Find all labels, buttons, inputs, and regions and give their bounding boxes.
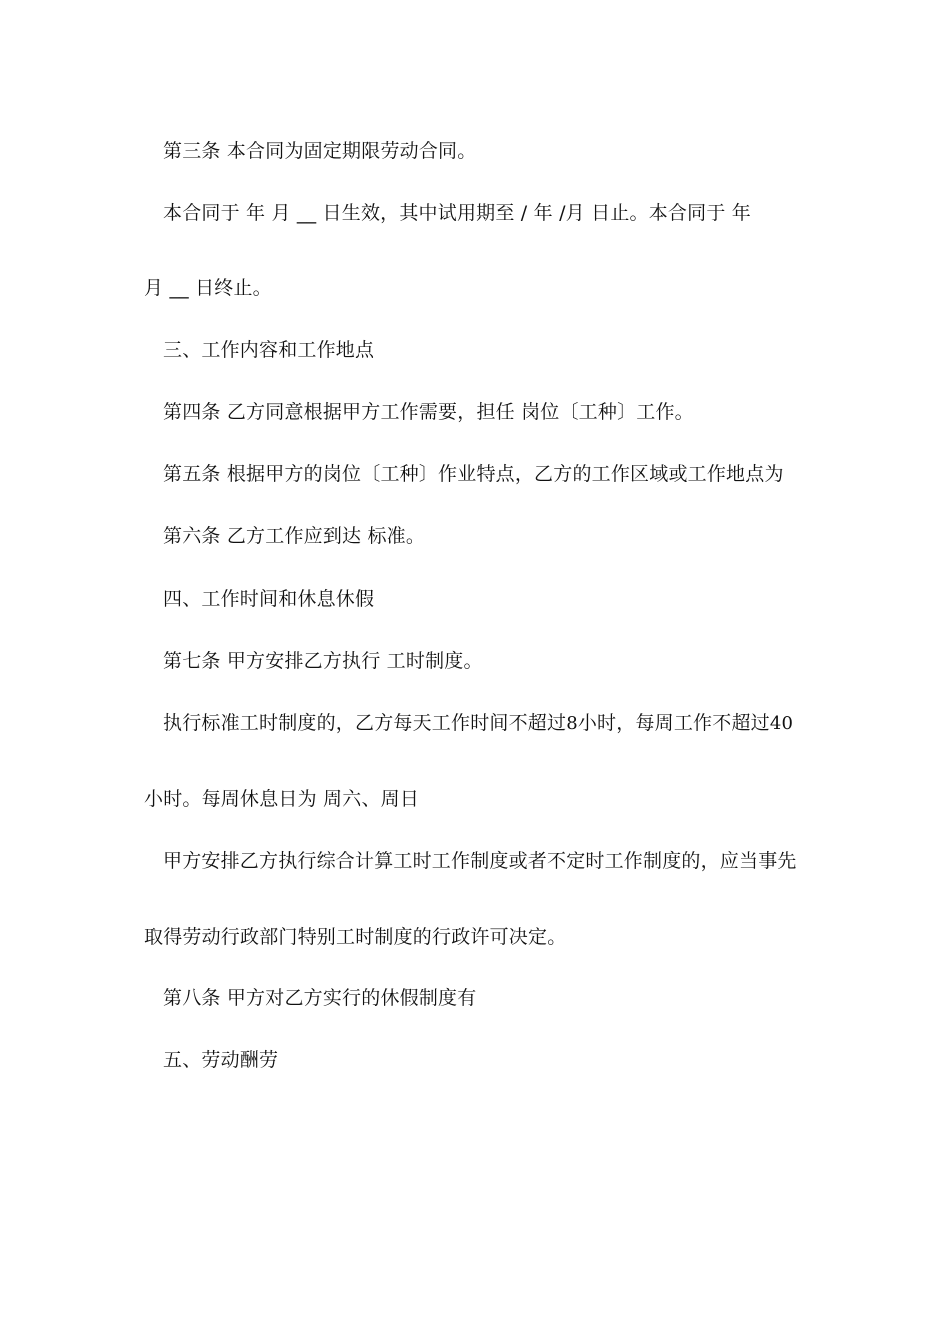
rest-days-line: 小时。每周休息日为 周六、周日 (144, 788, 420, 810)
weekly-hours-number: 40 (769, 713, 794, 734)
section-4-heading: 四、工作时间和休息休假 (163, 588, 375, 610)
standard-hours-text-b: 小时，每周工作不超过 (577, 712, 770, 734)
standard-hours-line (163, 711, 793, 736)
special-hours-cont-line: 取得劳动行政部门特别工时制度的行政许可决定。 (144, 926, 567, 948)
article-4-line: 第四条 乙方同意根据甲方工作需要，担任 岗位〔工种〕工作。 (163, 401, 694, 423)
article-6-line: 第六条 乙方工作应到达 标准。 (163, 525, 426, 547)
daily-hours-number: 8 (566, 713, 578, 734)
article-8-line: 第八条 甲方对乙方实行的休假制度有 (163, 987, 477, 1009)
article-5-line: 第五条 根据甲方的岗位〔工种〕作业特点，乙方的工作区域或工作地点为 (163, 463, 784, 485)
article-3-line: 第三条 本合同为固定期限劳动合同。 (163, 140, 477, 162)
article-7-line: 第七条 甲方安排乙方执行 工时制度。 (163, 650, 483, 672)
section-5-heading: 五、劳动酬劳 (163, 1049, 279, 1071)
contract-term-end-line: 月 __ 日终止。 (144, 277, 272, 299)
standard-hours-text-a: 执行标准工时制度的，乙方每天工作时间不超过 (163, 712, 567, 734)
contract-term-line: 本合同于 年 月 __ 日生效，其中试用期至 / 年 /月 日止。本合同于 年 (163, 202, 751, 224)
section-3-heading: 三、工作内容和工作地点 (163, 339, 375, 361)
special-hours-line: 甲方安排乙方执行综合计算工时工作制度或者不定时工作制度的，应当事先 (163, 850, 797, 872)
